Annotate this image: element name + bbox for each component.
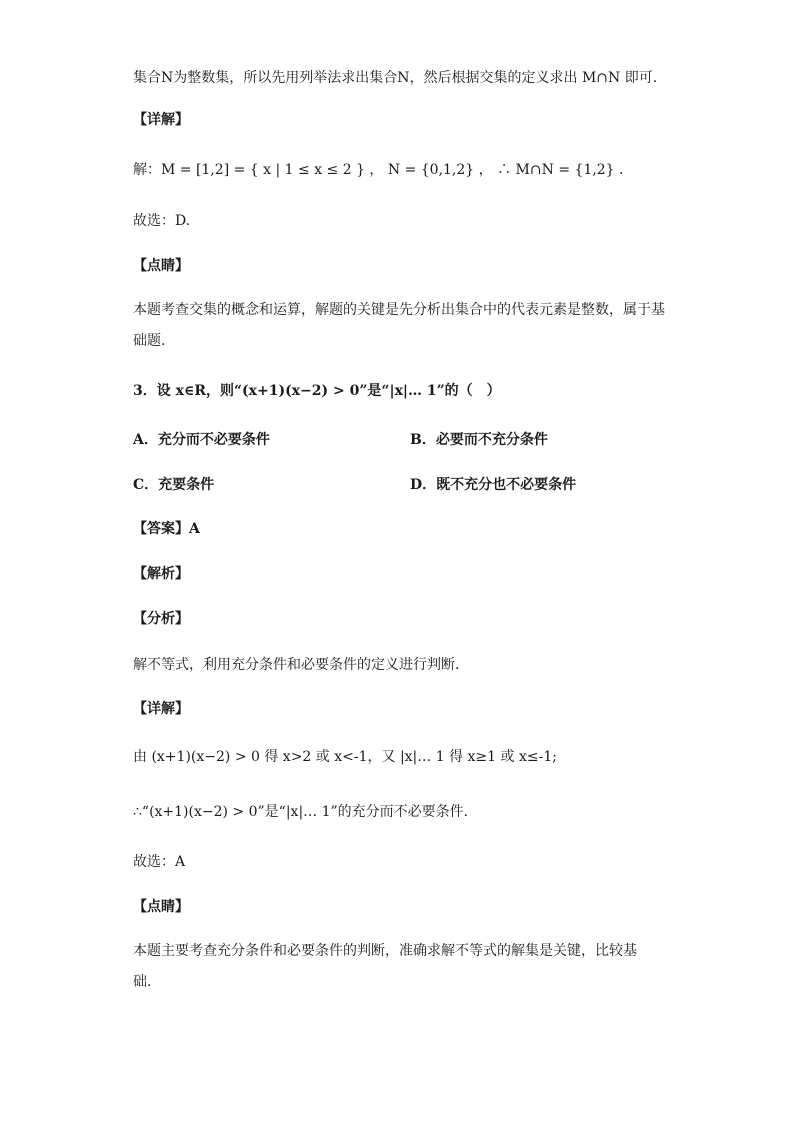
- previous-analysis-text: 集合N为整数集，所以先用列举法求出集合N，然后根据交集的定义求出 M∩N 即可.: [133, 70, 658, 86]
- comment-text-q3-line1: 本题主要考查充分条件和必要条件的判断，准确求解不等式的解集是关键，比较基: [133, 943, 637, 959]
- detail-heading-q3: 【详解】: [133, 701, 189, 717]
- solution-text: 解：M = [1,2] = { x | 1 ≤ x ≤ 2 } ， N = {0,1,2} ， ∴ M∩N = {1,2} .: [133, 162, 624, 178]
- detail-text-line1: 由 (x+1)(x−2) > 0 得 x>2 或 x<-1，又 |x|… 1 得 x≥1 或 x≤-1;: [133, 749, 557, 765]
- option-b: B．必要而不充分条件: [410, 432, 548, 448]
- option-d: D．既不充分也不必要条件: [410, 477, 577, 493]
- fenxi-heading: 【分析】: [133, 611, 189, 627]
- comment-heading-q3: 【点睛】: [133, 899, 189, 915]
- comment-text-line2: 础题.: [133, 333, 166, 349]
- comment-text-q3-line2: 础．: [133, 974, 161, 990]
- analysis-heading: 【解析】: [133, 566, 189, 582]
- answer-line: 【答案】A: [133, 521, 200, 537]
- fenxi-text: 解不等式，利用充分条件和必要条件的定义进行判断．: [133, 657, 469, 673]
- question-3-stem: 3．设 x∈R，则“(x+1)(x−2) > 0”是“|x|… 1”的（ ）: [133, 383, 501, 399]
- answer-choice-text: 故选：D.: [133, 213, 191, 229]
- choose-text: 故选：A: [133, 854, 186, 870]
- option-c: C．充要条件: [133, 477, 215, 493]
- detail-heading: 【详解】: [133, 112, 189, 128]
- comment-text-line1: 本题考查交集的概念和运算，解题的关键是先分析出集合中的代表元素是整数，属于基: [133, 302, 665, 318]
- detail-text-line2: ∴“(x+1)(x−2) > 0”是“|x|… 1”的充分而不必要条件．: [133, 804, 478, 820]
- comment-heading: 【点睛】: [133, 258, 189, 274]
- option-a: A．充分而不必要条件: [133, 432, 270, 448]
